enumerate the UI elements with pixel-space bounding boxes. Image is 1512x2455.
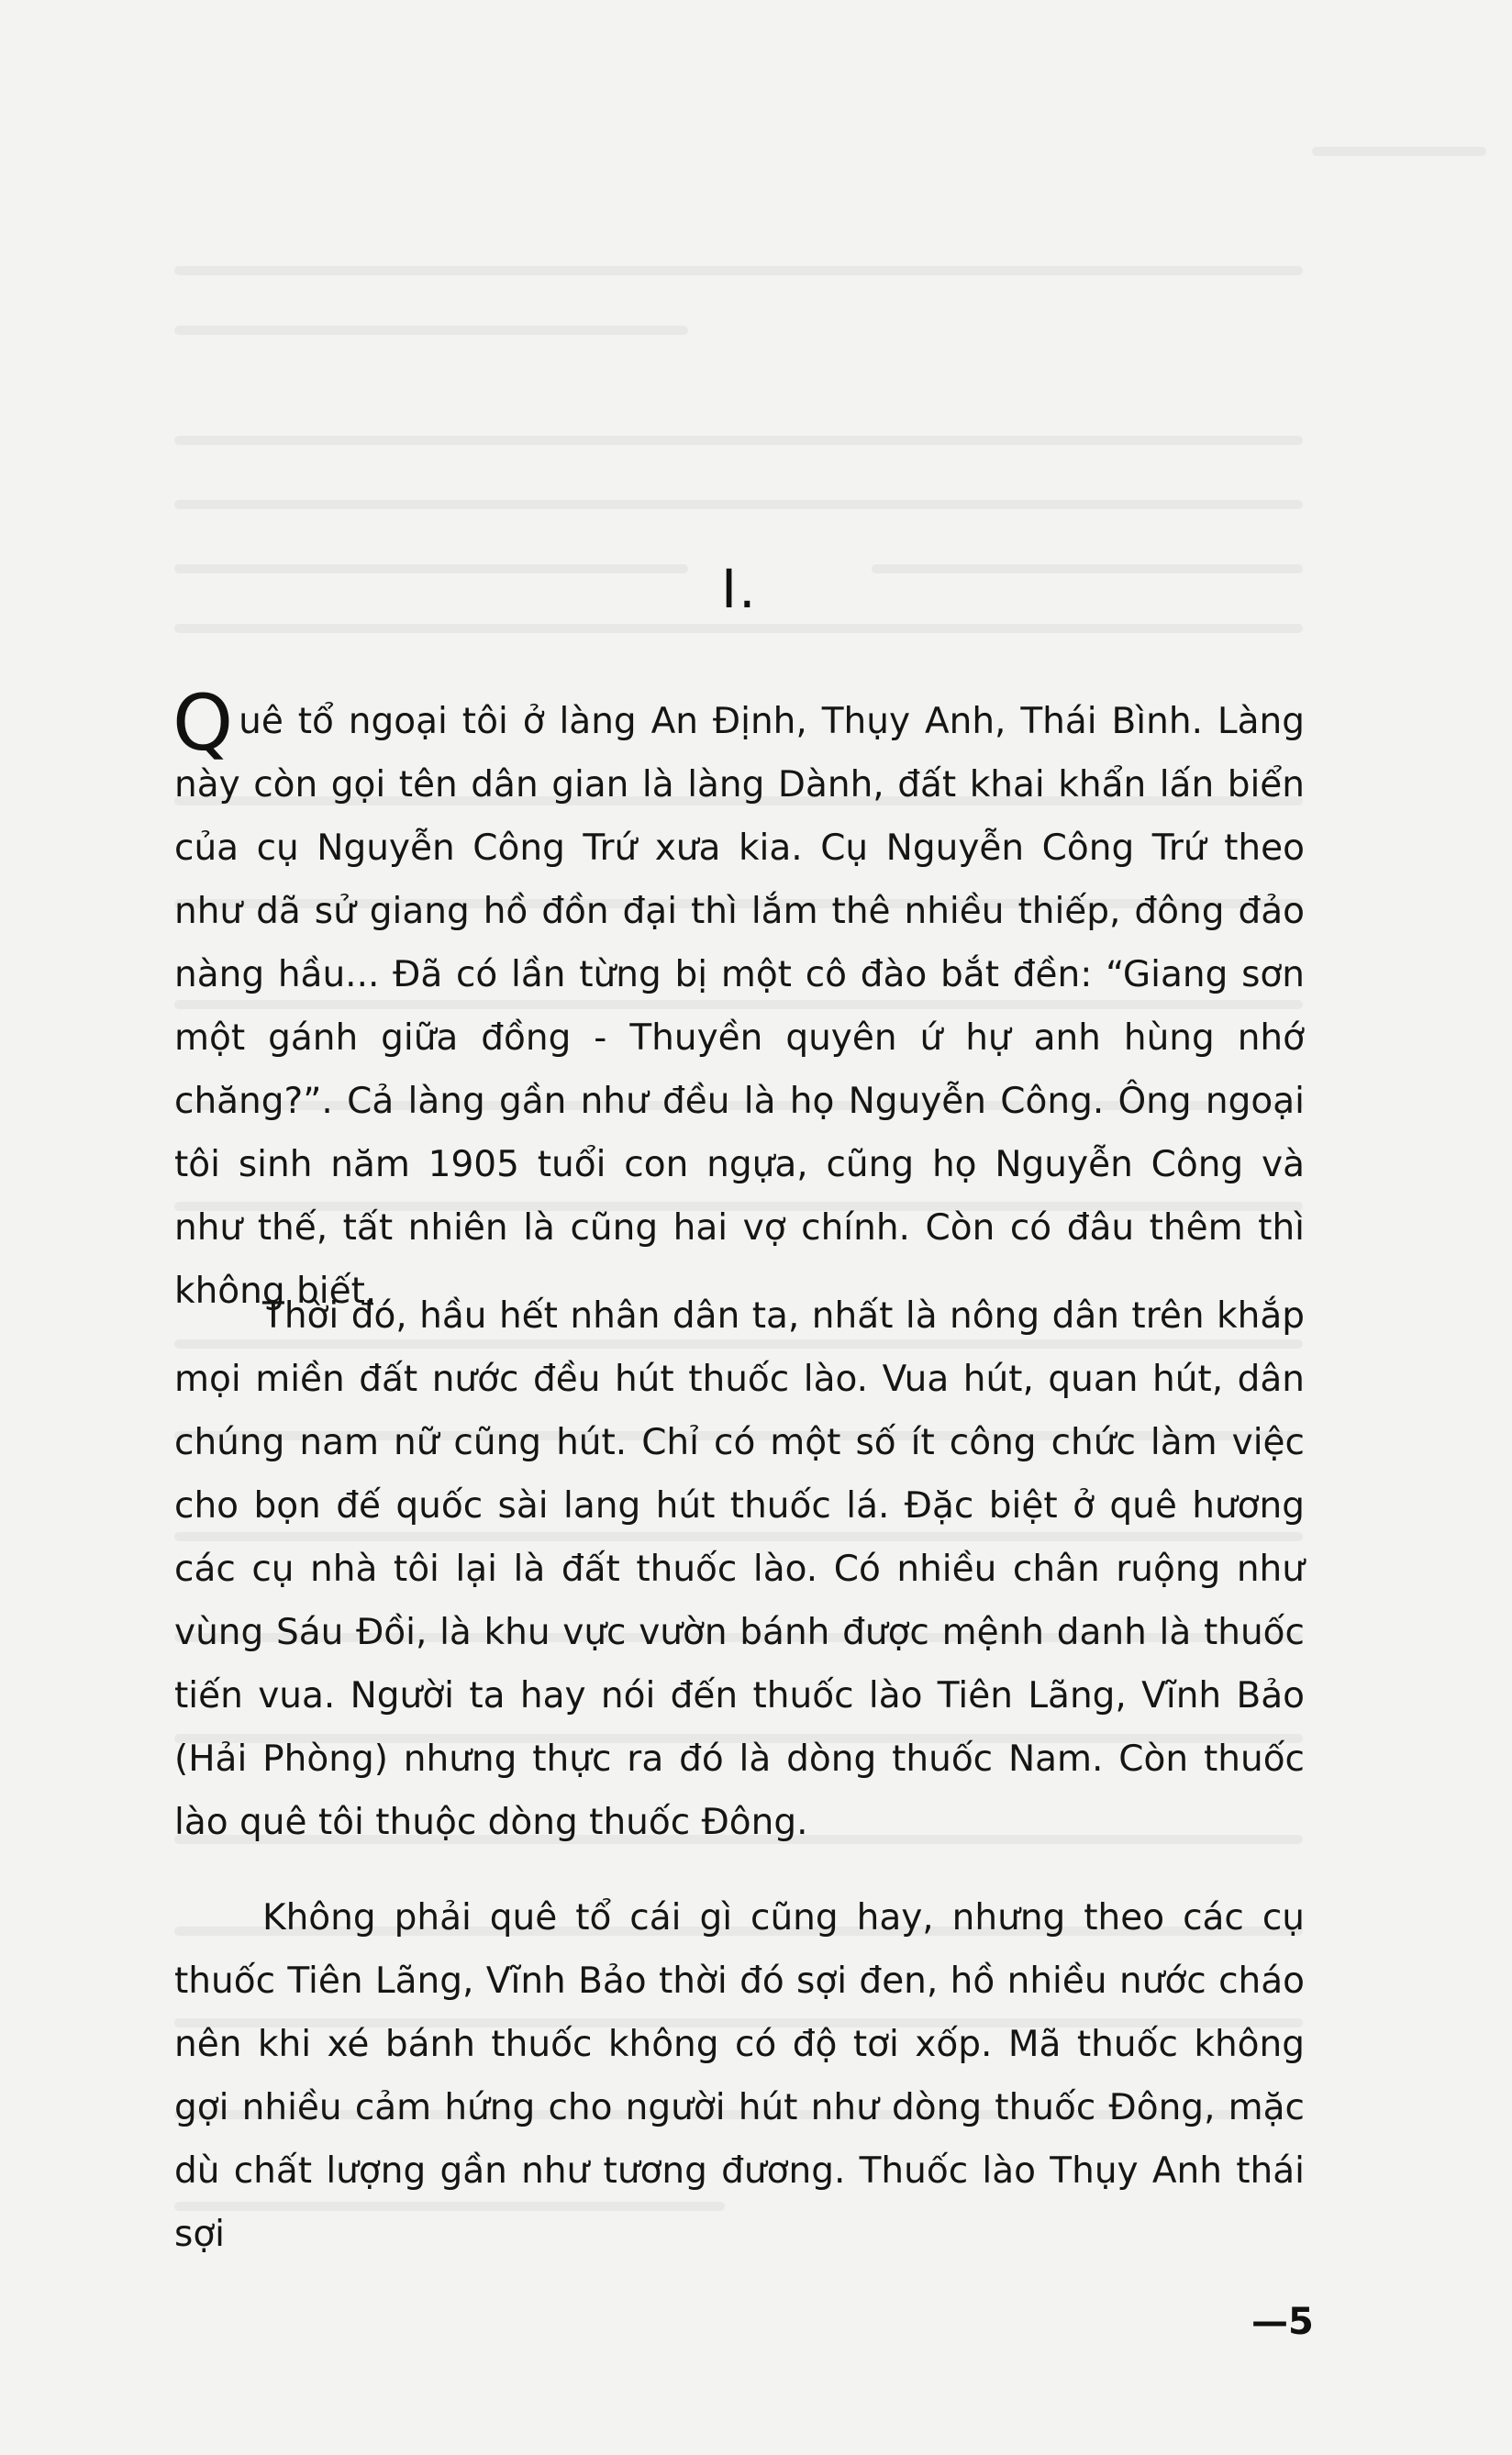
- chapter-title: I.: [721, 558, 758, 620]
- paragraph-1-text: uê tổ ngoại tôi ở làng An Định, Thụy Anh, Thái Bình. Làng này còn gọi tên dân gian là làng Dành, đất khai khẩn lấn biển của cụ Nguyễn Công Trứ xưa kia. Cụ Nguyễn Công Trứ theo như dã sử giang hồ đồn đại thì lắm thê nhiều thiếp, đông đảo nàng hầu... Đã có lần từng bị một cô đào bắt đền: “Giang sơn một gánh giữa đồng - Thuyền quyên ứ hự anh hùng nhớ chăng?”. Cả làng gần như đều là họ Nguyễn Công. Ông ngoại tôi sinh năm 1905 tuổi con ngựa, cũng họ Nguyễn Công và như thế, tất nhiên là cũng hai vợ chính. Còn có đâu thêm thì không biết.: [174, 701, 1305, 1312]
- page-number: —5: [1251, 2301, 1314, 2343]
- paragraph-2: Thời đó, hầu hết nhân dân ta, nhất là nông dân trên khắp mọi miền đất nước đều hút thuốc lào. Vua hút, quan hút, dân chúng nam nữ cũng hút. Chỉ có một số ít công chức làm việc cho bọn đế quốc sài lang hút thuốc lá. Đặc biệt ở quê hương các cụ nhà tôi lại là đất thuốc lào. Có nhiều chân ruộng như vùng Sáu Đồi, là khu vực vườn bánh được mệnh danh là thuốc tiến vua. Người ta hay nói đến thuốc lào Tiên Lãng, Vĩnh Bảo (Hải Phòng) nhưng thực ra đó là dòng thuốc Nam. Còn thuốc lào quê tôi thuộc dòng thuốc Đông.: [174, 1295, 1305, 1843]
- paragraph-3: Không phải quê tổ cái gì cũng hay, nhưng theo các cụ thuốc Tiên Lãng, Vĩnh Bảo thời đó sợi đen, hồ nhiều nước cháo nên khi xé bánh thuốc không có độ tơi xốp. Mã thuốc không gợi nhiều cảm hứng cho người hút như dòng thuốc Đông, mặc dù chất lượng gần như tương đương. Thuốc lào Thụy Anh thái sợi: [174, 1897, 1305, 2255]
- paragraph-1: [172, 678, 1305, 1323]
- drop-cap: Q: [172, 678, 234, 768]
